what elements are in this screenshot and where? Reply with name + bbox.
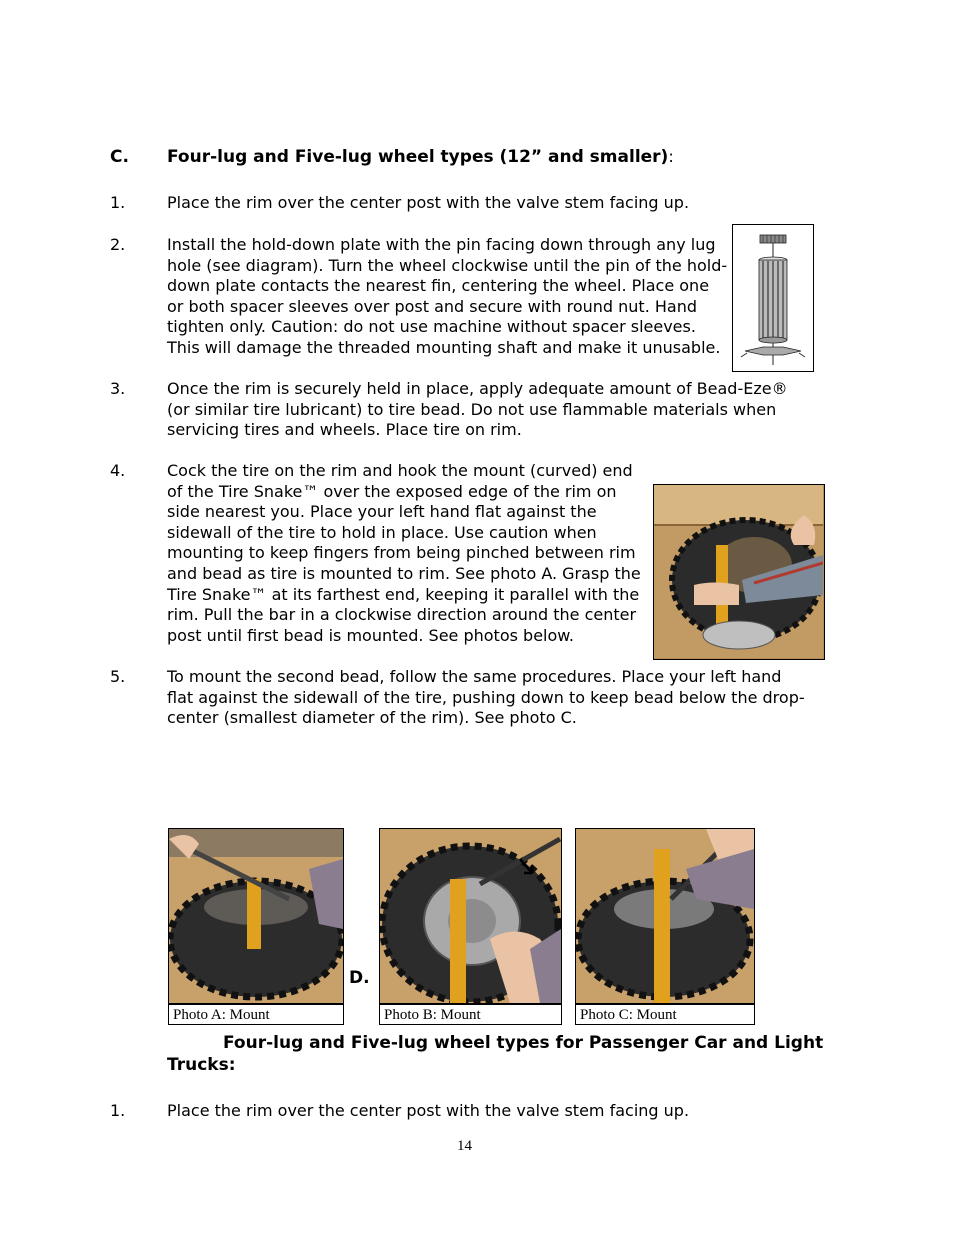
photo-b-caption: Photo B: Mount bbox=[379, 1004, 562, 1025]
step-c1-text: Place the rim over the center post with the valve stem facing up. bbox=[167, 193, 690, 212]
photo-c-caption: Photo C: Mount bbox=[575, 1004, 755, 1025]
photo-c bbox=[575, 828, 755, 1004]
step-c4-number: 4. bbox=[110, 461, 126, 480]
step-c1-number: 1. bbox=[110, 193, 126, 212]
photo-a bbox=[168, 828, 344, 1004]
section-c-heading bbox=[167, 147, 674, 167]
step-c2-number: 2. bbox=[110, 235, 126, 254]
photo-a-tire-mount-icon bbox=[169, 829, 343, 1003]
page-number: 14 bbox=[457, 1138, 472, 1154]
section-c-title: Four-lug and Five-lug wheel types (12” and smaller) bbox=[167, 147, 669, 167]
section-d-title: Four-lug and Five-lug wheel types for Passenger Car and Light Trucks: bbox=[167, 1033, 824, 1075]
spacer-sleeve-diagram-icon bbox=[733, 225, 812, 370]
photo-b bbox=[379, 828, 562, 1004]
step-c3-number: 3. bbox=[110, 379, 126, 398]
photo-b-tire-mount-icon bbox=[380, 829, 561, 1003]
step-c4-text: Cock the tire on the rim and hook the mount (curved) end of the Tire Snake™ over the exposed edge of the rim on side nearest you. Place your left hand flat against the sidewall of the tire to hold in place. Use caution when mounting to keep fingers from being pinched between rim and bead as tire is mounted to rim. See photo A. Grasp the Tire Snake™ at its farthest end, keeping it parallel with the rim. Pull the bar in a clockwise direction around the center post until first bead is mounted. See photos below. bbox=[167, 461, 641, 645]
step-c2-text: Install the hold-down plate with the pin facing down through any lug hole (see diagram). Turn the wheel clockwise until the pin of the hold-down plate contacts the nearest fin, centering the wheel. Place one or both spacer sleeves over post and secure with round nut. Hand tighten only. Caution: do not use machine without spacer sleeves. This will damage the threaded mounting shaft and make it unusable. bbox=[167, 235, 728, 357]
photo-c-tire-mount-icon bbox=[576, 829, 754, 1003]
step-c3-text: Once the rim is securely held in place, apply adequate amount of Bead-Eze® (or similar tire lubricant) to tire bead. Do not use flammable materials when servicing tires and wheels. Place tire on rim. bbox=[167, 379, 788, 440]
photo-a-caption: Photo A: Mount bbox=[168, 1004, 344, 1025]
section-c-colon: : bbox=[668, 147, 674, 166]
hold-down-diagram bbox=[732, 224, 814, 372]
section-d-letter: D. bbox=[349, 968, 370, 988]
section-c-letter: C. bbox=[110, 147, 129, 167]
step-d1-text: Place the rim over the center post with the valve stem facing up. bbox=[167, 1101, 690, 1120]
step-c5-text: To mount the second bead, follow the same procedures. Place your left hand flat against the sidewall of the tire, pushing down to keep bead below the drop-center (smallest diameter of the rim). See photo C. bbox=[167, 667, 805, 728]
tire-on-rim-photo-icon bbox=[654, 485, 823, 658]
step-c5-number: 5. bbox=[110, 667, 126, 686]
tire-mounting-photo bbox=[653, 484, 825, 660]
step-d1-number: 1. bbox=[110, 1101, 126, 1120]
